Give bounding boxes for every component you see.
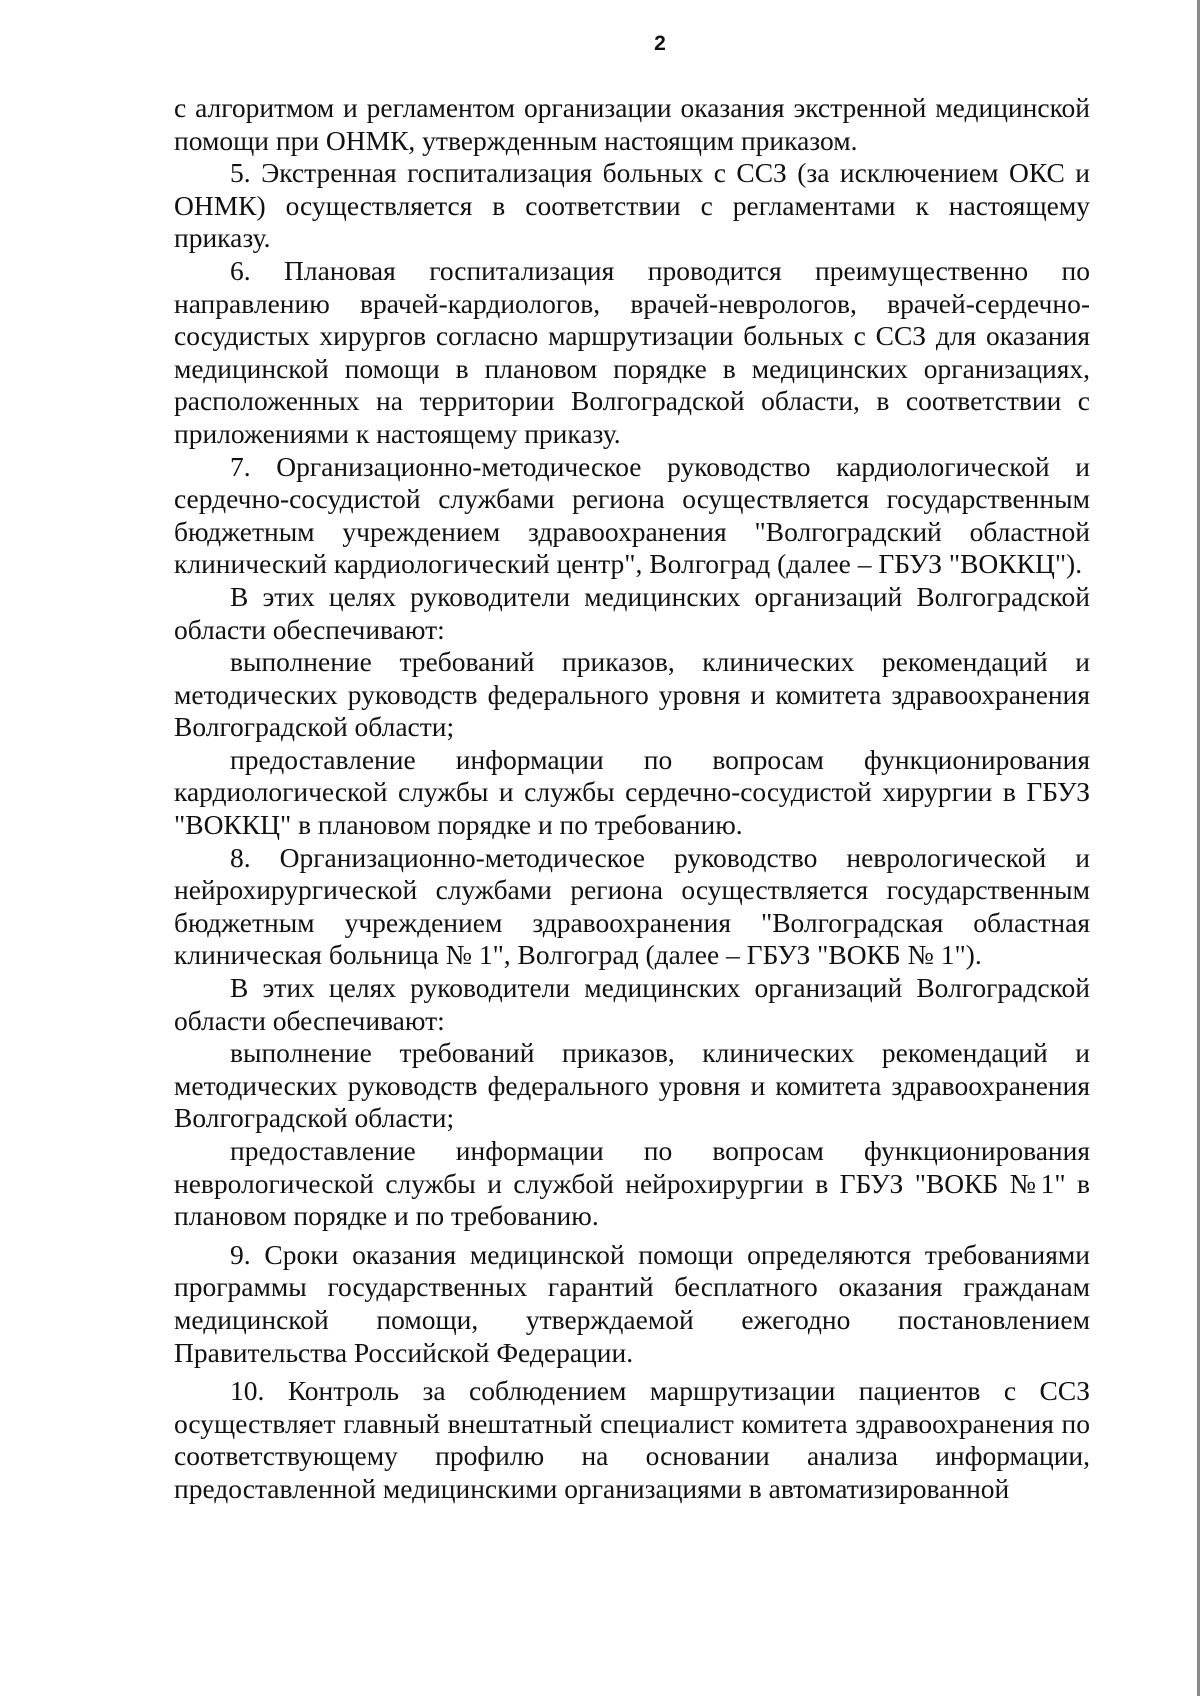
paragraph-item-8: 8. Организационно-методическое руководство неврологической и нейрохирургической службами региона осуществляется государственным бюджетным учреждением здравоохранения "Волгоградская областная клиническая больница № 1", Волгоград (далее – ГБУЗ "ВОКБ № 1"). <box>174 841 1090 971</box>
paragraph-requirement-8: выполнение требований приказов, клинических рекомендаций и методических руководств федерального уровня и комитета здравоохранения Волгоградской области; <box>174 1037 1090 1134</box>
paragraph-information-8: предоставление информации по вопросам функционирования неврологической службы и службой нейрохирургии в ГБУЗ "ВОКБ №1" в плановом порядке и по требованию. <box>174 1135 1090 1232</box>
paragraph-item-9: 9. Сроки оказания медицинской помощи определяются требованиями программы государственных гарантий бесплатного оказания гражданам медицинской помощи, утверждаемой ежегодно постановлением Правительства Российской Федерации. <box>174 1238 1090 1368</box>
paragraph-item-7: 7. Организационно-методическое руководство кардиологической и сердечно-сосудистой службами региона осуществляется государственным бюджетным учреждением здравоохранения "Волгоградский областной клинический кардиологический центр", Волгоград (далее – ГБУЗ "ВОККЦ"). <box>174 450 1090 580</box>
paragraph-continuation: с алгоритмом и регламентом организации оказания экстренной медицинской помощи при ОНМК, утвержденным настоящим приказом. <box>174 92 1090 156</box>
paragraph-purpose-7: В этих целях руководители медицинских организаций Волгоградской области обеспечивают: <box>174 580 1090 645</box>
paragraph-item-5: 5. Экстренная госпитализация больных с ССЗ (за исключением ОКС и ОНМК) осуществляется в соответствии с регламентами к настоящему приказу. <box>174 157 1090 254</box>
page-number: 2 <box>654 32 666 55</box>
paragraph-requirement-7: выполнение требований приказов, клинических рекомендаций и методических руководств федерального уровня и комитета здравоохранения Волгоградской области; <box>174 646 1090 743</box>
document-body <box>174 92 1090 1506</box>
paragraph-item-6: 6. Плановая госпитализация проводится преимущественно по направлению врачей-кардиологов, врачей-неврологов, врачей-сердечно-сосудистых хирургов согласно маршрутизации больных с ССЗ для оказания медицинской помощи в плановом порядке в медицинских организациях, расположенных на территории Волгоградской области, в соответствии с приложениями к настоящему приказу. <box>174 254 1090 449</box>
paragraph-information-7: предоставление информации по вопросам функционирования кардиологической службы и службы сердечно-сосудистой хирургии в ГБУЗ "ВОККЦ" в плановом порядке и по требованию. <box>174 743 1090 841</box>
paragraph-item-10: 10. Контроль за соблюдением маршрутизации пациентов с ССЗ осуществляет главный внештатный специалист комитета здравоохранения по соответствующему профилю на основании анализа информации, предоставленной медицинскими организациями в автоматизированной <box>174 1375 1090 1504</box>
paragraph-purpose-8: В этих целях руководители медицинских организаций Волгоградской области обеспечивают: <box>174 972 1090 1036</box>
